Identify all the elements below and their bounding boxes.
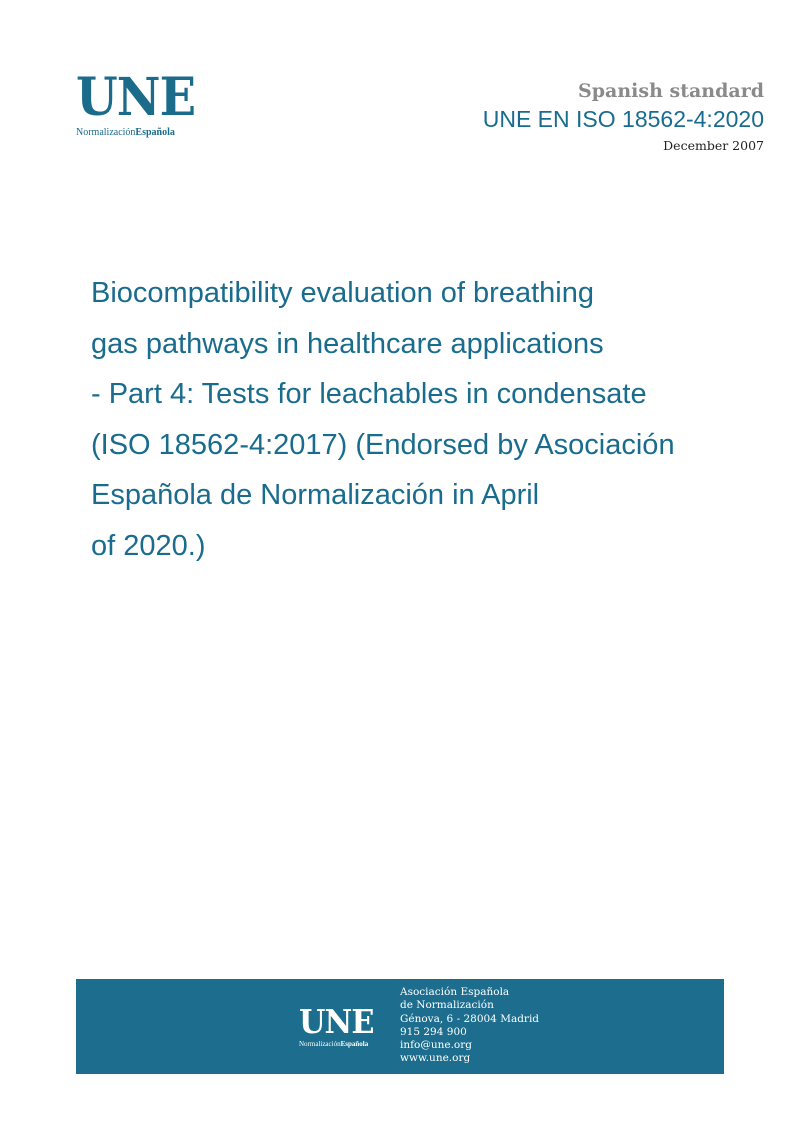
title-line: of 2020.): [91, 529, 206, 562]
footer-logo-tagline: [299, 1040, 380, 1048]
street-address: Génova, 6 - 28004 Madrid: [400, 1012, 540, 1025]
tagline-regular: Normalización: [76, 127, 136, 138]
email-address: info@une.org: [400, 1039, 472, 1052]
une-logo-tagline: [76, 127, 196, 138]
une-logo: [76, 67, 196, 138]
standard-type-label: Spanish standard: [578, 80, 764, 102]
title-line: - Part 4: Tests for leachables in condensate: [91, 378, 647, 410]
footer-tagline-bold: Española: [340, 1040, 369, 1048]
title-line: gas pathways in healthcare applications: [91, 327, 604, 360]
footer-tagline-regular: Normalización: [299, 1040, 341, 1048]
website-url: www.une.org: [400, 1052, 471, 1065]
footer-address: [400, 986, 539, 1066]
standard-header: [483, 78, 764, 158]
standard-date: December 2007: [663, 138, 764, 153]
footer-une-logo: [299, 1002, 380, 1048]
org-name-line: Asociación Española: [400, 986, 510, 998]
title-line: Biocompatibility evaluation of breathing: [91, 277, 594, 309]
tagline-bold: Española: [135, 127, 175, 138]
title-line: (ISO 18562-4:2017) (Endorsed by Asociación: [91, 428, 675, 461]
standard-code: UNE EN ISO 18562-4:2020: [482, 106, 764, 132]
une-logo-mark: UNE: [76, 67, 196, 128]
footer-band: [76, 979, 724, 1074]
org-name-line: de Normalización: [400, 999, 494, 1012]
footer-logo-mark: UNE: [299, 1002, 374, 1041]
phone-number: 915 294 900: [400, 1025, 467, 1038]
document-title: [91, 268, 781, 571]
title-line: Española de Normalización in April: [91, 479, 540, 511]
